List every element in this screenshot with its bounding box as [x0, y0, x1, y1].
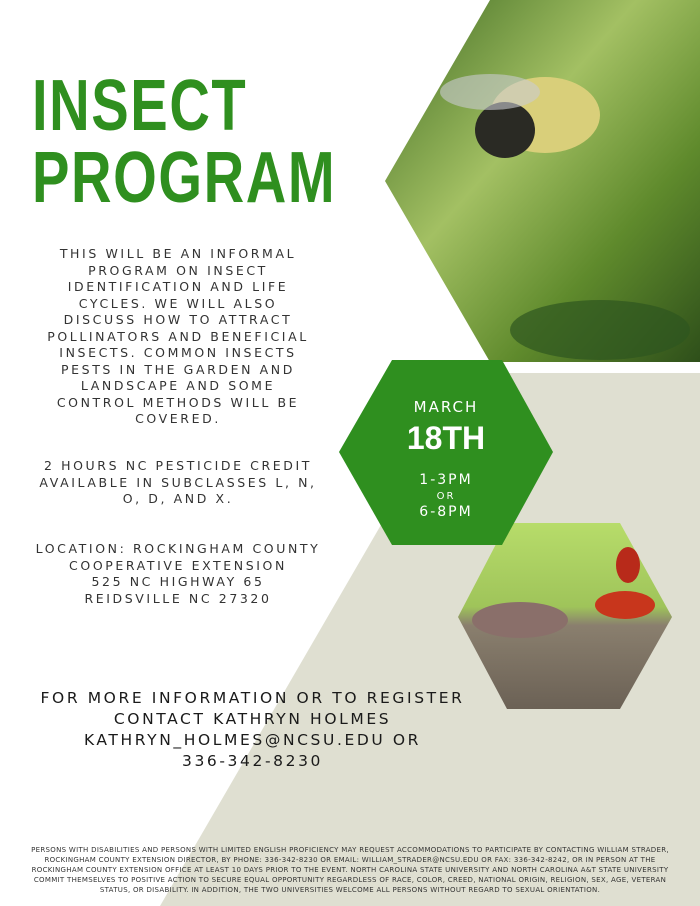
description-line: POLLINATORS AND BENEFICIAL — [47, 328, 309, 344]
event-month: MARCH — [413, 398, 479, 416]
location-line: 525 NC HIGHWAY 65 — [91, 574, 265, 589]
contact-email[interactable]: KATHRYN_HOLMES@NCSU.EDU OR — [83, 731, 422, 749]
event-time-2: 6-8PM — [419, 504, 473, 520]
description-line: PROGRAM ON INSECT — [88, 262, 268, 278]
contact-line: CONTACT KATHRYN HOLMES — [113, 710, 392, 728]
bee-photo — [385, 0, 700, 362]
location-line: COOPERATIVE EXTENSION — [69, 557, 287, 573]
description-line: CONTROL METHODS WILL BE — [56, 394, 300, 410]
description-line: IDENTIFICATION AND LIFE — [67, 279, 289, 294]
program-description — [0, 246, 356, 428]
location-line: LOCATION: ROCKINGHAM COUNTY — [35, 541, 321, 556]
event-or: OR — [436, 491, 456, 502]
description-line: PESTS IN THE GARDEN AND — [61, 361, 295, 377]
event-time-1: 1-3PM — [419, 472, 473, 488]
description-line: INSECTS. COMMON INSECTS — [59, 345, 297, 360]
title-line-1: INSECT — [32, 66, 248, 146]
description-line: THIS WILL BE AN INFORMAL — [59, 246, 297, 261]
event-day: 18TH — [406, 420, 486, 456]
description-line: DISCUSS HOW TO ATTRACT — [63, 312, 293, 327]
location-line: REIDSVILLE NC 27320 — [84, 590, 272, 606]
location — [0, 541, 356, 607]
contact-line: FOR MORE INFORMATION OR TO REGISTER — [40, 689, 465, 707]
credit-line: O, D, AND X. — [122, 491, 234, 506]
description-line: LANDSCAPE AND SOME — [80, 378, 276, 393]
credit-line: 2 HOURS NC PESTICIDE CREDIT — [43, 458, 313, 473]
description-line: CYCLES. WE WILL ALSO — [78, 295, 278, 311]
title-line-2: PROGRAM — [32, 138, 337, 218]
pesticide-credit — [0, 458, 356, 508]
contact-phone: 336-342-8230 — [181, 752, 323, 770]
credit-line: AVAILABLE IN SUBCLASSES L, N, — [39, 474, 317, 490]
disclaimer: PERSONS WITH DISABILITIES AND PERSONS WITH LIMITED ENGLISH PROFICIENCY MAY REQUEST ACCOMMODATIONS TO PARTICIPATE BY CONTACTING WILLIAM STRADER, ROCKINGHAM COUNTY EXTENSION DIRECTOR, BY PHONE: 336-342-8230 OR EMAIL: WILLIAM_STRADER@NCSU.EDU OR FAX: 336-342-8242, OR IN PERSON AT THE ROCKINGHAM COUNTY EXTENSION OFFICE AT LEAST 10 DAYS PRIOR TO THE EVENT. NORTH CAROLINA STATE UNIVERSITY AND NORTH CAROLINA A&T STATE UNIVERSITY COMMIT THEMSELVES TO POSITIVE ACTION TO SECURE EQUAL OPPORTUNITY REGARDLESS OF RACE, COLOR, CREED, NATIONAL ORIGIN, RELIGION, SEX, AGE, VETERAN STATUS, OR DISABILITY. IN ADDITION, THE TWO UNIVERSITIES WELCOME ALL PERSONS WITHOUT REGARD TO SEXUAL ORIENTATION. — [31, 846, 669, 894]
description-line: COVERED. — [135, 411, 221, 426]
contact-info — [0, 688, 505, 772]
